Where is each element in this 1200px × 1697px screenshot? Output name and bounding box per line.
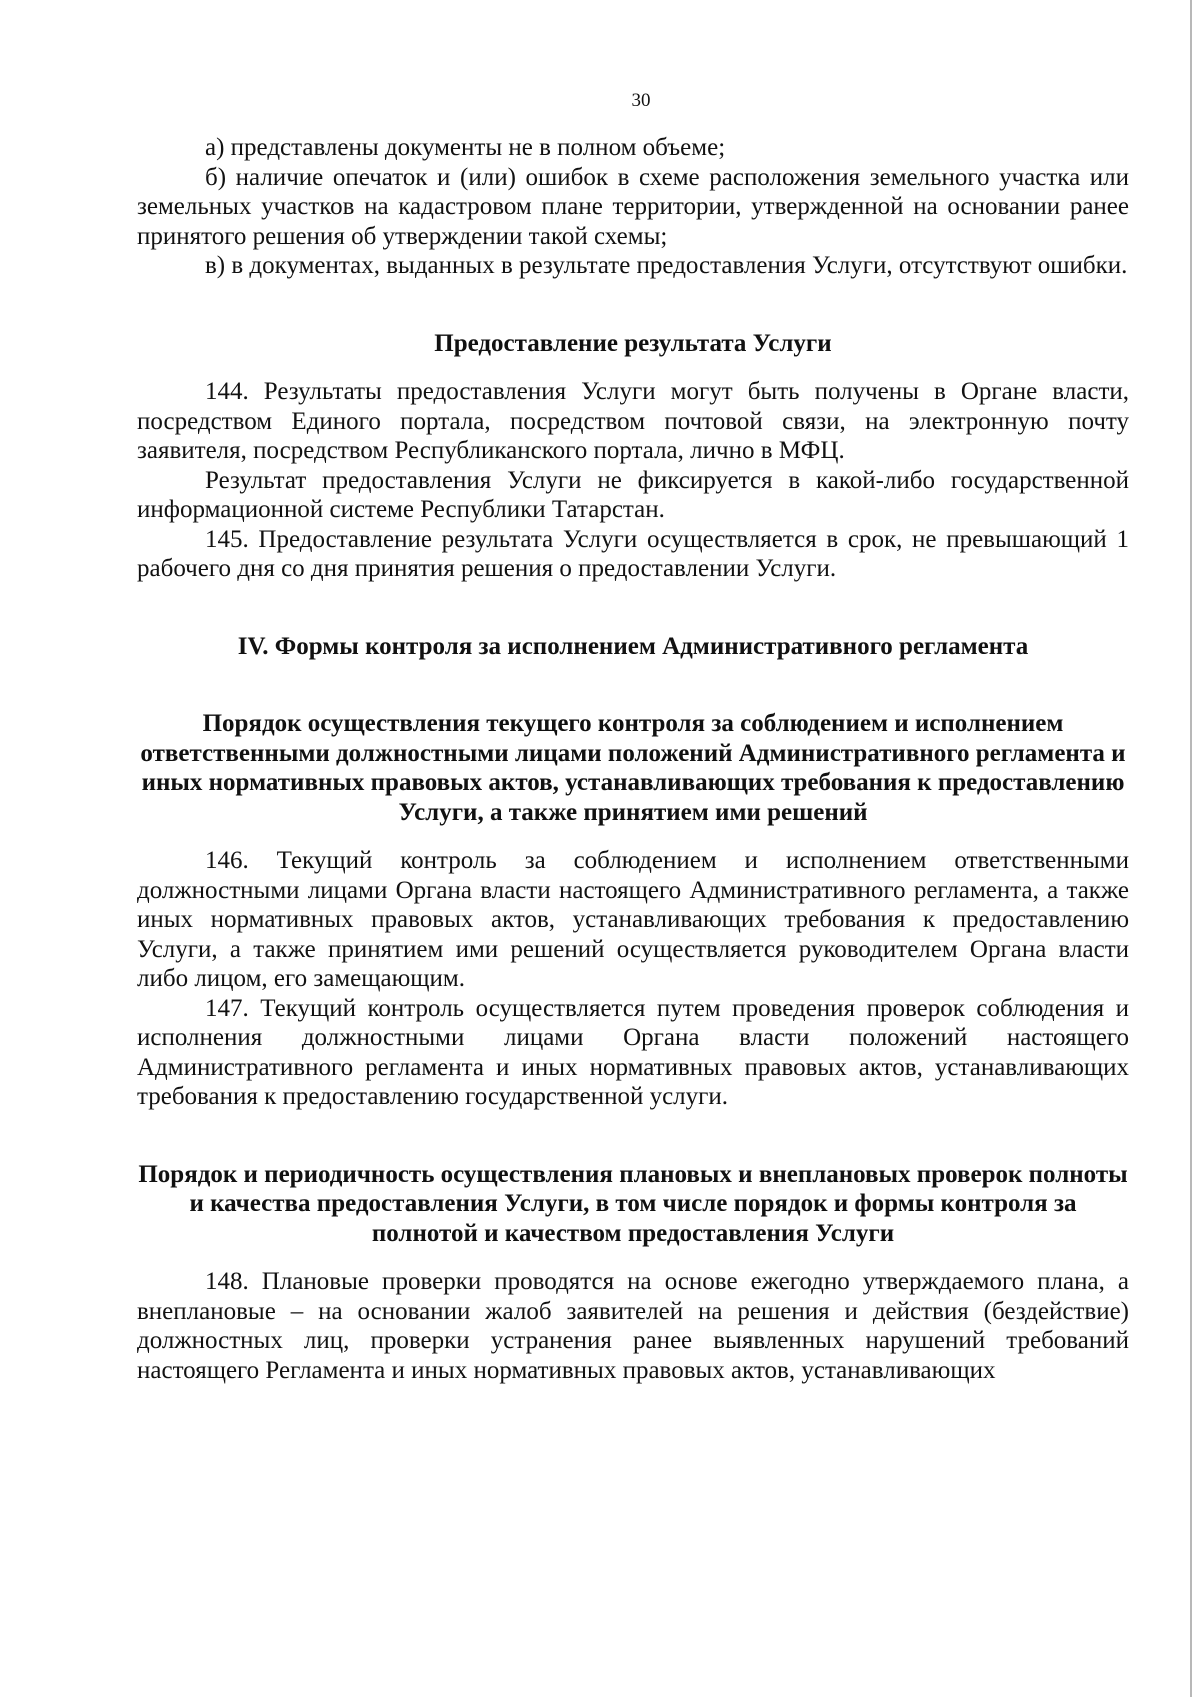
heading-inspections: Порядок и периодичность осуществления плановых и внеплановых проверок полноты и качества предоставления Услуги, в том числе порядок и формы контроля за полнотой и качеством предоставления Услуги xyxy=(138,1160,1128,1247)
paragraph-b: б) наличие опечаток и (или) ошибок в схеме расположения земельного участка или земельных участков на кадастровом плане территории, утвержденной на основании ранее принятого решения об утверждении такой схемы; xyxy=(137,163,1129,250)
paragraph-147: 147. Текущий контроль осуществляется путем проведения проверок соблюдения и исполнения должностными лицами Органа власти положений настоящего Административного регламента и иных нормативных правовых актов, устанавливающих требования к предоставлению государственной услуги. xyxy=(137,994,1129,1110)
page-number: 30 xyxy=(631,90,651,111)
paragraph-v: в) в документах, выданных в результате предоставления Услуги, отсутствуют ошибки. xyxy=(205,252,1128,279)
paragraph-144: 144. Результаты предоставления Услуги могут быть получены в Органе власти, посредством Единого портала, посредством почтовой связи, на электронную почту заявителя, посредством Республиканского портала, лично в МФЦ. xyxy=(137,378,1129,464)
paragraph-148: 148. Плановые проверки проводятся на основе ежегодно утверждаемого плана, а внеплановые – на основании жалоб заявителей на решения и действия (бездействие) должностных лиц, проверки устранения ранее выявленных нарушений требований настоящего Регламента и иных нормативных правовых актов, устанавливающих xyxy=(137,1268,1129,1384)
spacer xyxy=(137,827,1129,846)
spacer xyxy=(137,358,1129,377)
spacer xyxy=(137,281,1129,329)
document-page xyxy=(137,88,1129,1385)
paragraph-145: 145. Предоставление результата Услуги осуществляется в срок, не превышающий 1 рабочего дня со дня принятия решения о предоставлении Услуги. xyxy=(137,525,1129,582)
spacer xyxy=(137,1248,1129,1267)
heading-current-control: Порядок осуществления текущего контроля за соблюдением и исполнением ответственными должностными лицами положений Административного регламента и иных нормативных правовых актов, устанавливающих требования к предоставлению Услуги, а также принятием ими решений xyxy=(140,710,1126,826)
spacer xyxy=(137,1112,1129,1160)
paragraph-a: а) представлены документы не в полном объеме; xyxy=(205,134,726,161)
spacer xyxy=(137,661,1129,709)
heading-section-iv: IV. Формы контроля за исполнением Административного регламента xyxy=(237,632,1029,660)
spacer xyxy=(137,584,1129,632)
paragraph-144-continued: Результат предоставления Услуги не фиксируется в какой-либо государственной информационной системе Республики Татарстан. xyxy=(137,466,1129,523)
paragraph-146: 146. Текущий контроль за соблюдением и исполнением ответственными должностными лицами Органа власти настоящего Административного регламента, а также иных нормативных правовых актов, устанавливающих требования к предоставлению Услуги, а также принятием ими решений осуществляется руководителем Органа власти либо лицом, его замещающим. xyxy=(137,847,1129,992)
scan-edge-line xyxy=(1190,0,1192,1697)
heading-result-provision: Предоставление результата Услуги xyxy=(434,329,832,357)
